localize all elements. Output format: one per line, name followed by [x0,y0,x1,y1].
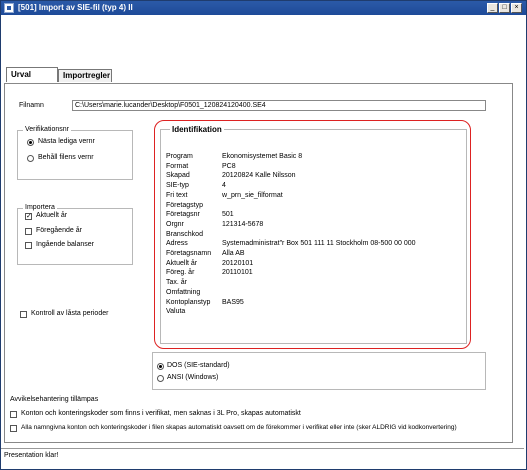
ident-value: Alla AB [222,250,245,257]
ident-value: BAS95 [222,298,244,306]
tab-urval[interactable]: Urval [6,67,58,82]
checkbox-ingaende-balanser-label: Ingående balanser [36,241,94,248]
checkbox-avvikelse-2-label: Alla namngivna konton och konteringskoder i filen skapas automatiskt oavsett om de förekommer i verifikat eller inte (sker ALDRIG vid kodkonvertering) [21,424,457,431]
ident-key: Aktuellt år [166,259,198,267]
checkbox-ingaende-balanser[interactable] [25,242,32,249]
window-title: [501] Import av SIE-fil (typ 4) II [18,3,133,12]
radio-ansi-label: ANSI (Windows) [167,374,219,381]
ident-key: Orgnr [166,220,184,228]
ident-key: Företagstyp [166,201,203,209]
ident-key: Valuta [166,308,186,316]
checkbox-aktuellt-ar-label: Aktuellt år [36,212,68,219]
checkbox-avvikelse-1-label: Konton och konteringskoder som finns i verifikat, men saknas i 3L Pro, skapas automatiskt [21,410,301,417]
ident-key: Format [166,162,189,170]
ident-value: Systemadministrat"r Box 501 111 11 Stockholm 08-500 00 000 [222,240,416,248]
title-bar[interactable] [1,1,526,15]
checkbox-foregaende-ar[interactable] [25,228,32,235]
ident-key: SIE-typ [166,182,189,190]
radio-ansi[interactable] [157,375,164,382]
importera-group [17,208,133,265]
verifikationsnr-title: Verifikationsnr [25,126,69,133]
checkbox-avvikelse-1[interactable] [10,411,17,418]
radio-dos-label: DOS (SIE-standard) [167,362,230,369]
close-icon[interactable]: × [511,3,522,13]
filename-input[interactable]: C:\Users\marie.lucander\Desktop\F0501_120824120400.SE4 [72,100,486,111]
radio-nasta-lediga-label: Nästa lediga vernr [38,138,95,145]
ident-key: Program [166,153,193,160]
ident-value: 20110101 [222,269,253,277]
ident-key: Kontoplanstyp [166,298,211,306]
ident-key: Företagsnamn [166,250,212,257]
minimize-icon[interactable]: _ [487,3,498,13]
ident-key: Tax. år [166,279,188,287]
encoding-group [152,352,486,390]
ident-value: 4 [222,182,226,190]
maximize-icon[interactable]: □ [499,3,510,13]
ident-key: Adress [166,240,188,248]
importera-title: Importera [25,204,55,211]
ident-key: Föreg. år [166,269,195,277]
ident-value: 20120101 [222,259,254,267]
checkbox-kontroll-lasta[interactable] [20,311,27,318]
identifikation-title: Identifikation [172,125,222,134]
radio-behall-filens-label: Behåll filens vernr [38,154,94,161]
radio-nasta-lediga[interactable] [27,139,34,146]
ident-value: 20120824 Kalle Nilsson [222,172,296,180]
checkbox-foregaende-ar-label: Föregående år [36,227,82,234]
ident-key: Företagsnr [166,211,200,219]
checkbox-kontroll-lasta-label: Kontroll av låsta perioder [31,310,109,317]
ident-key: Branschkod [166,230,203,238]
app-icon [4,3,14,13]
ident-value: w_prn_sie_filformat [222,191,283,199]
checkbox-avvikelse-2[interactable] [10,425,17,432]
ident-value: PC8 [222,162,236,170]
tab-importregler[interactable]: Importregler [58,69,112,82]
status-bar [1,448,524,467]
filename-label: Filnamn [19,102,44,109]
radio-behall-filens[interactable] [27,155,34,162]
ident-key: Omfattning [166,288,201,296]
avvikelse-title: Avvikelsehantering tillämpas [10,396,99,403]
ident-key: Skapad [166,172,190,180]
ident-value: 121314-5678 [222,220,264,228]
ident-value: 501 [222,211,234,219]
ident-key: Fri text [166,191,188,199]
radio-dos[interactable] [157,363,164,370]
status-text: Presentation klar! [4,452,59,459]
checkbox-aktuellt-ar[interactable]: ✓ [26,213,32,220]
ident-value: Ekonomisystemet Basic 8 [222,153,303,160]
